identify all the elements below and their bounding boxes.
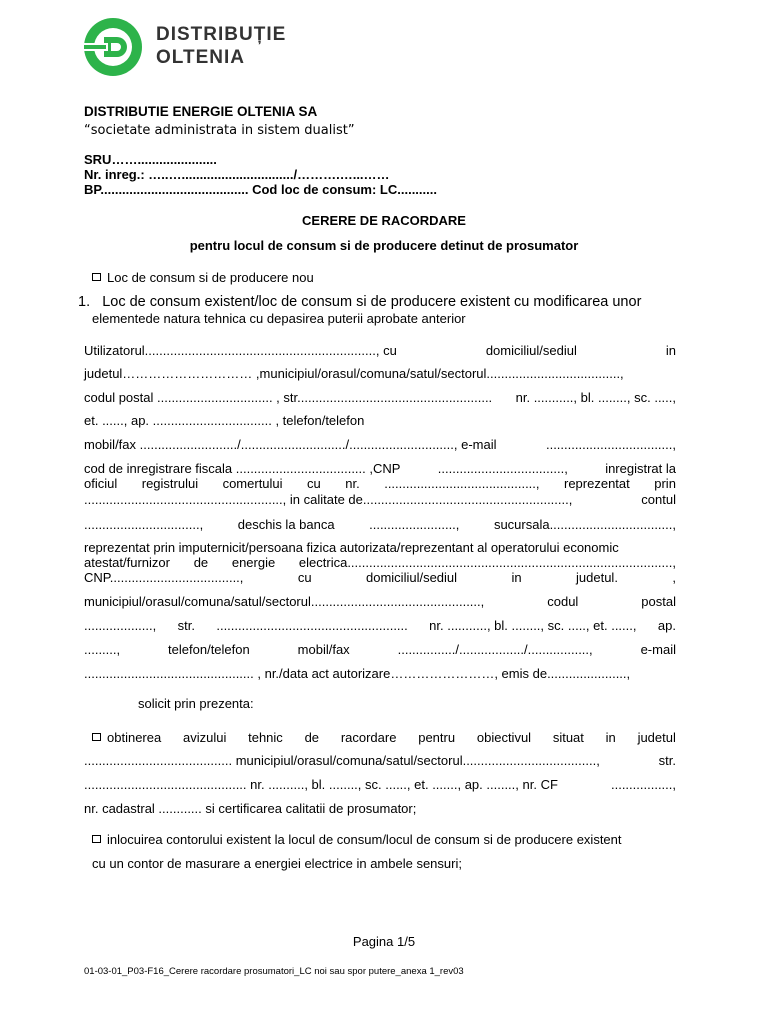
document-title: CERERE DE RACORDARE bbox=[302, 213, 466, 228]
page-number: Pagina 1/5 bbox=[352, 934, 416, 949]
request-option-meter-replacement[interactable]: inlocuirea contorului existent la locul de consum/locul de consum si de producere existent bbox=[92, 832, 622, 847]
form-line-fax-email: mobil/fax .........................../............................./............................., e-mail ..................................., bbox=[84, 437, 676, 452]
form-line-rep-cnp: CNP...................................., cu domiciliul/sediul in judetul. , bbox=[84, 570, 676, 585]
form-line-capacity: ......................................................., in calitate de........................................................., contul bbox=[84, 492, 676, 507]
logo-mark-icon bbox=[82, 16, 148, 78]
request-line-city: ......................................... municipiul/orasul/comuna/satul/sectorul....................................., str. bbox=[84, 753, 676, 768]
request-line-cadastral: nr. cadastral ............ si certificarea calitatii de prosumator; bbox=[84, 801, 417, 816]
option-new-label: Loc de consum si de producere nou bbox=[107, 270, 314, 285]
document-code: 01-03-01_P03-F16_Cerere racordare prosumatori_LC noi sau spor putere_anexa 1_rev03 bbox=[84, 966, 464, 977]
checkbox-icon[interactable] bbox=[92, 273, 101, 281]
company-logo bbox=[82, 16, 312, 78]
form-line-postal: codul postal ................................ , str...................................................... nr. ..........., bl. ........, sc. ....., bbox=[84, 390, 676, 405]
form-line-fiscal-code: cod de inregistrare fiscala .................................... ,CNP ..................................., inregistrat la bbox=[84, 461, 676, 476]
logo-text-line1: DISTRIBUȚIE bbox=[156, 24, 287, 45]
form-line-rep-city: municipiul/orasul/comuna/satul/sectorul..............................................., codul postal bbox=[84, 594, 676, 609]
option-existing-label-cont: elementede natura tehnica cu depasirea puterii aprobate anterior bbox=[92, 311, 466, 326]
checkbox-icon[interactable] bbox=[92, 835, 101, 843]
form-line-trade-register: oficiul registrului comertului cu nr. .........................................., reprezentat prin bbox=[84, 476, 676, 491]
form-line-bank: ................................, deschis la banca ........................, sucursala.................................., bbox=[84, 517, 676, 532]
sru-field: SRU……...................... bbox=[84, 152, 217, 167]
company-name: DISTRIBUTIE ENERGIE OLTENIA SA bbox=[84, 104, 318, 119]
document-subtitle: pentru locul de consum si de producere detinut de prosumator bbox=[189, 238, 579, 253]
request-intro: solicit prin prezenta: bbox=[138, 696, 254, 711]
form-line-phone: et. ......, ap. ................................. , telefon/telefon bbox=[84, 413, 365, 428]
form-line-supplier: atestat/furnizor de energie electrica.........................................................................................., bbox=[84, 555, 676, 570]
bp-consumption-code-field: BP......................................... Cod loc de consum: LC........... bbox=[84, 182, 437, 197]
request-option-meter-replacement-cont: cu un contor de masurare a energiei electrice in ambele sensuri; bbox=[92, 856, 462, 871]
option-existing-label: Loc de consum existent/loc de consum si de producere existent cu modificarea unor bbox=[102, 294, 642, 310]
logo-text-line2: OLTENIA bbox=[156, 47, 245, 68]
form-line-rep-phone: ........., telefon/telefon mobil/fax ................/................../................., e-mail bbox=[84, 642, 676, 657]
option-existing-number: 1. bbox=[78, 294, 91, 310]
option-existing-location[interactable] bbox=[78, 294, 641, 310]
form-line-representative: reprezentat prin imputernicit/persoana fizica autorizata/reprezentant al operatorului economic bbox=[84, 540, 619, 555]
request-line-address: ............................................. nr. .........., bl. ........, sc. ......, et. ......., ap. ........, nr. CF ................., bbox=[84, 777, 676, 792]
form-line-user: Utilizatorul................................................................, cu domiciliul/sediul in bbox=[84, 343, 676, 358]
request-option-technical-approval[interactable]: obtinerea avizului tehnic de racordare pentru obiectivul situat in judetul bbox=[92, 730, 676, 745]
checkbox-icon[interactable] bbox=[92, 733, 101, 741]
option-new-location[interactable] bbox=[92, 270, 314, 285]
registration-number-field: Nr. inreg.: …..….............................../……….…...…… bbox=[84, 167, 390, 182]
company-tagline: “societate administrata in sistem dualist” bbox=[84, 123, 355, 138]
form-line-county: judetul………………………… ,municipiul/orasul/comuna/satul/sectorul....................................., bbox=[84, 366, 624, 381]
form-line-authorization: ............................................... , nr./data act autorizare……………………, emis de......................, bbox=[84, 666, 631, 681]
form-line-rep-address: ..................., str. ..................................................... nr. ..........., bl. ........, sc. ....., et. ......, ap. bbox=[84, 618, 676, 633]
